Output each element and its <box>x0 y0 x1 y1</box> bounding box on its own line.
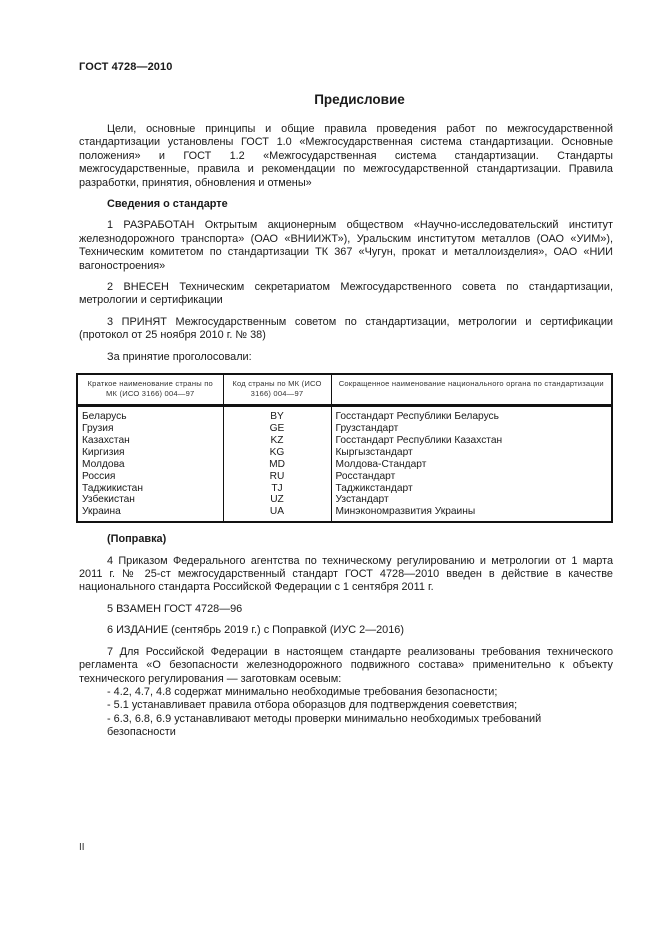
country-code: UA <box>223 506 331 522</box>
country-code: UZ <box>223 494 331 506</box>
item-6-edition: 6 ИЗДАНИЕ (сентябрь 2019 г.) с Поправкой (ИУС 2—2016) <box>107 624 404 637</box>
table-row <box>77 447 612 459</box>
country-code: GE <box>223 423 331 435</box>
country-name: Россия <box>77 471 223 483</box>
standards-body: Узстандарт <box>335 494 389 506</box>
item-7-regulation: 7 Для Российской Федерации в настоящем стандарте реализованы требования технического регламента «О безопасности железнодорожного подвижного состава» применительно к объекту технического регулирования — заготовкам осевым: <box>79 645 613 685</box>
standards-body: Госстандарт Республики Беларусь <box>335 411 499 423</box>
country-code: KZ <box>223 435 331 447</box>
country-name: Узбекистан <box>77 494 223 506</box>
table-row <box>77 459 612 471</box>
country-code: BY <box>223 406 331 423</box>
voting-countries-table <box>76 373 613 523</box>
document-id-header: ГОСТ 4728—2010 <box>79 61 173 73</box>
country-name: Таджикистан <box>77 483 223 495</box>
item-5-replaces: 5 ВЗАМЕН ГОСТ 4728—96 <box>107 602 243 615</box>
country-name: Казахстан <box>77 435 223 447</box>
amendment-heading: (Поправка) <box>107 533 167 546</box>
standards-body: Грузстандарт <box>335 423 399 434</box>
country-name: Грузия <box>77 423 223 435</box>
country-code: TJ <box>223 483 331 495</box>
standards-body: Минэкономразвития Украины <box>335 506 476 518</box>
country-code: KG <box>223 447 331 459</box>
page-title: Предисловие <box>314 92 405 107</box>
country-name: Молдова <box>77 459 223 471</box>
country-name: Беларусь <box>77 406 223 423</box>
table-row <box>77 406 612 423</box>
column-header-country: Краткое наименование страны по МК (ИСО 3166) 004—97 <box>77 374 223 406</box>
table-row <box>77 483 612 495</box>
table-row <box>77 506 612 522</box>
table-header-row <box>77 374 612 406</box>
country-name: Киргизия <box>77 447 223 459</box>
standards-body: Таджикстандарт <box>335 482 413 494</box>
intro-paragraph: Цели, основные принципы и общие правила проведения работ по межгосударственной стандартизации установлены ГОСТ 1.0 «Межгосударственная система стандартизации. Основные положения» и ГОСТ 1.2 «Межгосударственная система стандартизации. Стандарты межгосударственные, правила и рекомендации по межгосударственной стандартизации. Правила разработки, принятия, обновления и отмены» <box>79 123 613 189</box>
column-header-authority: Сокращенное наименование национального органа по стандартизации <box>331 374 612 406</box>
standards-body: Кыргызстандарт <box>335 446 413 458</box>
table-row <box>77 435 612 447</box>
section-heading: Сведения о стандарте <box>107 198 228 211</box>
table-row <box>77 471 612 483</box>
item-1-developed: 1 РАЗРАБОТАН Октрытым акционерным обществом «Научно-исследовательский институт железнодорожного транспорта» (ОАО «ВНИИЖТ»), Уральским институтом металлов (ОАО «УИМ»), Техническим комитетом по стандартизации ТК 367 «Чугун, прокат и металлоизделия», ОАО «НИИ вагоностроения» <box>79 219 613 272</box>
item-2-submitted: 2 ВНЕСЕН Техническим секретариатом Межгосударственного совета по стандартизации, метрологии и сертификации <box>79 281 613 307</box>
regulation-list-item: - 5.1 устанавливает правила отбора оборазцов для подтверждения соеветствия; <box>107 699 518 712</box>
standards-body: Росстандарт <box>335 470 396 482</box>
regulation-list-item: - 6.3, 6.8, 6.9 устанавливают методы проверки минимально необходимых требований безопасности <box>107 712 542 739</box>
standards-body: Госстандарт Республики Казахстан <box>335 434 503 446</box>
page-number: II <box>79 842 85 853</box>
regulation-list-item: - 4.2, 4.7, 4.8 содержат минимально необходимые требования безопасности; <box>107 685 498 698</box>
table-row <box>77 423 612 435</box>
standards-body: Молдова-Стандарт <box>335 458 427 470</box>
country-code: MD <box>223 459 331 471</box>
item-3-adopted: 3 ПРИНЯТ Межгосударственным советом по стандартизации, метрологии и сертификации (протокол от 25 ноября 2010 г. № 38) <box>79 315 613 342</box>
column-header-code: Код страны по МК (ИСО 3166) 004—97 <box>223 374 331 406</box>
document-body <box>79 123 613 740</box>
vote-intro: За принятие проголосовали: <box>107 350 252 363</box>
table-row <box>77 494 612 506</box>
country-name: Украина <box>77 506 223 522</box>
item-4-enacted: 4 Приказом Федерального агентства по техническому регулированию и метрологии от 1 марта 2011 г. № 25-ст межгосударственный стандарт ГОСТ 4728—2010 введен в действие в качестве национального стандарта Российской Федерации с 1 сентября 2011 г. <box>79 554 613 594</box>
country-code: RU <box>223 471 331 483</box>
